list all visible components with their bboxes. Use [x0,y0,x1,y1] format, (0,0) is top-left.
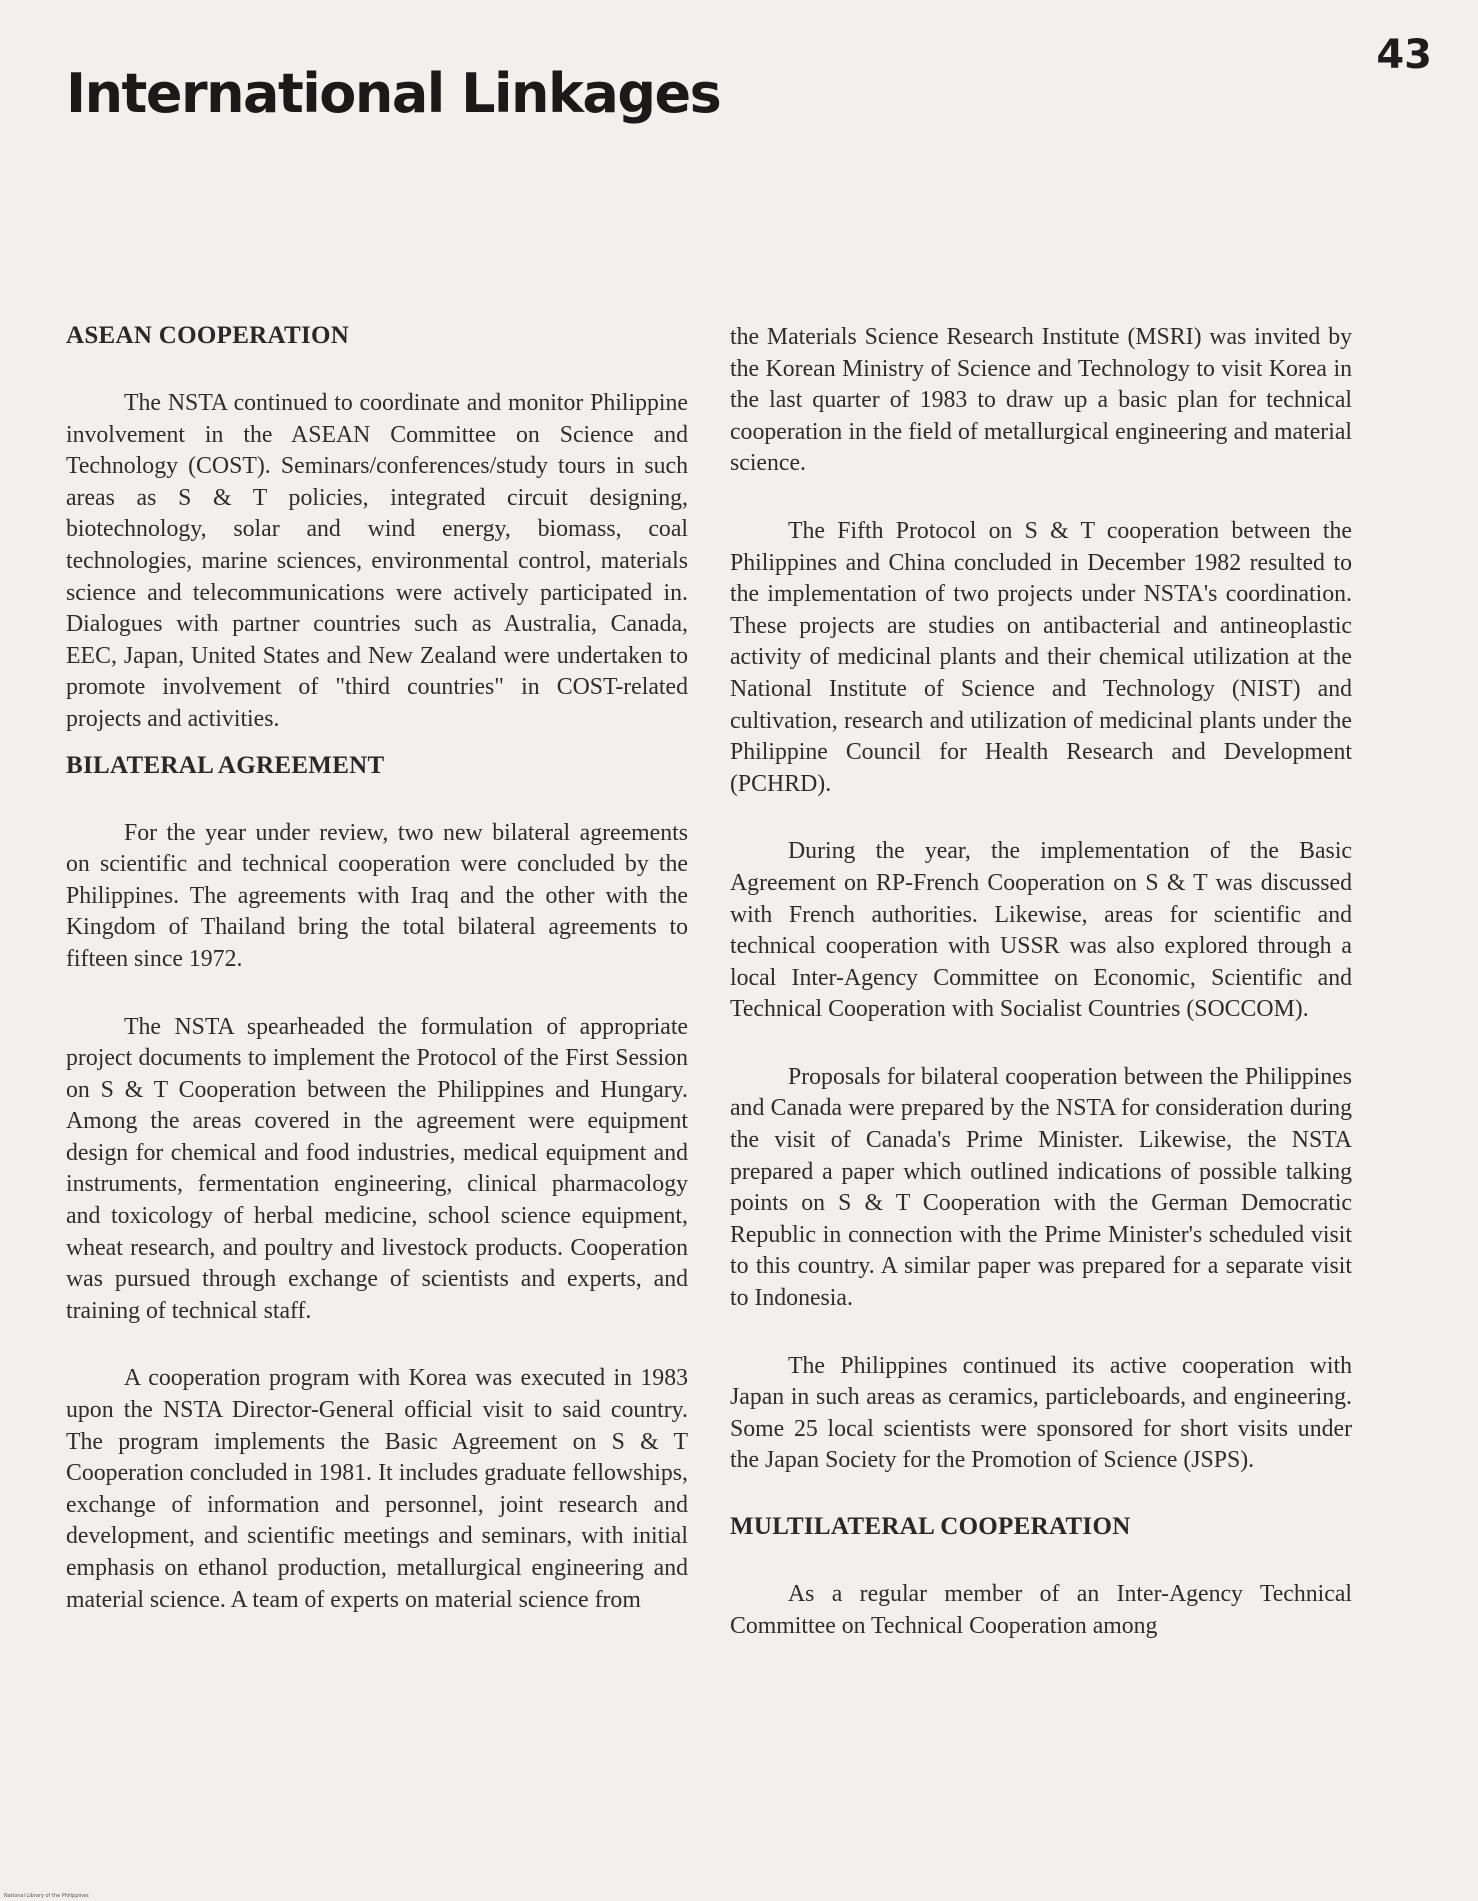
page-number: 43 [1376,32,1432,78]
asean-paragraph: The NSTA continued to coordinate and monitor Philippine involvement in the ASEAN Committee on Science and Technology (COST). Seminars/conferences/study tours in such areas as S & T policies, integrated circuit designing, biotechnology, solar and wind energy, biomass, coal technologies, marine sciences, environmental control, materials science and telecommunications were actively participated in. Dialogues with partner countries such as Australia, Canada, EEC, Japan, United States and New Zealand were undertaken to promote involvement of "third countries" in COST-related projects and activities. [66,390,688,732]
bilateral-paragraph-5: During the year, the implementation of the Basic Agreement on RP-French Cooperation on S & T was discussed with French authorities. Likewise, areas for scientific and technical cooperation with USSR was also explored through a local Inter-Agency Committee on Economic, Scientific and Technical Cooperation with Socialist Countries (SOCCOM). [730,838,1352,1023]
bilateral-paragraph-3-continued: the Materials Science Research Institute (MSRI) was invited by the Korean Ministry of Science and Technology to visit Korea in the last quarter of 1983 to draw up a basic plan for technical cooperation in the field of metallurgical engineering and material science. [730,324,1352,477]
bilateral-paragraph-1: For the year under review, two new bilateral agreements on scientific and technical cooperation were concluded by the Philippines. The agreements with Iraq and the other with the Kingdom of Thailand bring the total bilateral agreements to fifteen since 1972. [66,819,688,972]
bilateral-paragraph-7: The Philippines continued its active cooperation with Japan in such areas as ceramics, particleboards, and engineering. Some 25 local scientists were sponsored for short visits under the Japan Society for the Promotion of Science (JSPS). [730,1352,1352,1474]
bilateral-paragraph-6: Proposals for bilateral cooperation between the Philippines and Canada were prepared by the NSTA for consideration during the visit of Canada's Prime Minister. Likewise, the NSTA prepared a paper which outlined indications of possible talking points on S & T Cooperation with the German Democratic Republic in connection with the Prime Minister's scheduled visit to this country. A similar paper was prepared for a separate visit to Indonesia. [730,1063,1352,1312]
page-title: International Linkages [66,62,721,125]
left-column [66,322,688,1652]
bilateral-paragraph-4: The Fifth Protocol on S & T cooperation between the Philippines and China concluded in December 1982 resulted to the implementation of two projects under NSTA's coordination. These projects are studies on antibacterial and antineoplastic activity of medicinal plants and their chemical utilization at the National Institute of Science and Technology (NIST) and cultivation, research and utilization of medicinal plants under the Philippine Council for Health Research and Development (PCHRD). [730,517,1352,797]
footer-credit: National Library of the Philippines [4,1893,89,1899]
multilateral-heading: MULTILATERAL COOPERATION [730,1513,1131,1540]
multilateral-paragraph: As a regular member of an Inter-Agency Technical Committee on Technical Cooperation among [730,1581,1352,1639]
bilateral-paragraph-3: A cooperation program with Korea was executed in 1983 upon the NSTA Director-General official visit to said country. The program implements the Basic Agreement on S & T Cooperation concluded in 1981. It includes graduate fellowships, exchange of information and personnel, joint research and development, and scientific meetings and seminars, with initial emphasis on ethanol production, metallurgical engineering and material science. A team of experts on material science from [66,1365,688,1613]
bilateral-heading: BILATERAL AGREEMENT [66,751,385,779]
right-column [730,322,1352,1678]
asean-heading: ASEAN COOPERATION [66,322,350,349]
bilateral-paragraph-2: The NSTA spearheaded the formulation of appropriate project documents to implement the Protocol of the First Session on S & T Cooperation between the Philippines and Hungary. Among the areas covered in the agreement were equipment design for chemical and food industries, medical equipment and instruments, fermentation engineering, clinical pharmacology and toxicology of herbal medicine, school science equipment, wheat research, and poultry and livestock products. Cooperation was pursued through exchange of scientists and experts, and training of technical staff. [66,1013,688,1324]
